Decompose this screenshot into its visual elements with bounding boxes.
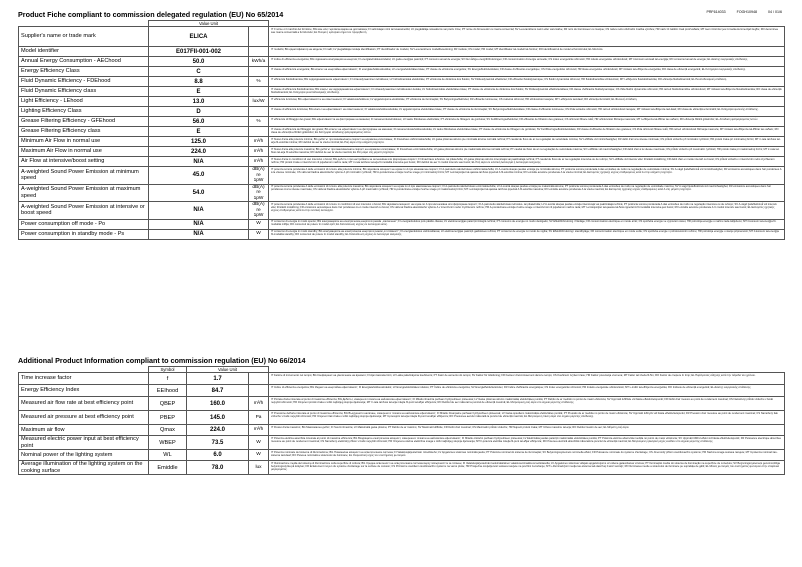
table-row	[19, 87, 785, 97]
row-value: 160.0	[187, 397, 249, 411]
table-row	[19, 117, 785, 127]
row-translations: IT indice di efficienza energetica; BG годишната консумация на енергия; FI energiatehokkuusindeksi; LV gada enerģijas patēriņš; PT consumo anual de energia; SV Den årliga energiförbrukningen; FR consommation d'énergie annuelle; CS index energetické účinnosti; HR indeks energetske učinkovitosti; MT il-konsum annwali tal-enerġija; RO consumul anual de energie; EL Δείκτης ενεργειακής απόδοσης.	[269, 57, 785, 67]
row-translations: IT classe di efficienza del filtraggio dei grassi; BG класът на ефективност на филтриране на мазнини; FI rasvanerotustehokkuusluokka; LV tauku filtrēšanas efektivitātes klase; PT classe de eficiência de filtragem de gorduras; SV Fettfiltreringseffektivitetsklass; FR classe d'efficacité de filtration des graisses; CS třída účinnosti filtrace tuků; HR razred učinkovitosti filtriranja masnoća; MT il-klassi tal-effiċjenza tal-iffiltrar tax-xaħam; RO clasa de eficiență a filtrării grăsimilor; EL Κατηγορία απόδοσης φιλτραρίσματος λιπών.	[269, 127, 785, 137]
value-unit-header: Value Unit	[149, 21, 269, 27]
row-translations: IT consumo di energia in modo spento; BG консумацията на електрическа енергия в режим „изключено“; FI energiankulutus pois päältä -tilassa; LV elektroenerģijas patēriņš izslēgtā režīmā; PT consumo de energia no modo desligado; SV Effektförbrukning i frånläge; FR consommation électrique en mode arrêt; CS spotřeba energie ve vypnutém stavu; HR potrošnja energije u načinu rada isključeno; MT il-konsum tal-enerġija fil-modalità mitfija; RO consumul de putere în modul oprit; EL Κατανάλωση ισχύος σε λειτουργία εκτός.	[269, 219, 785, 229]
row-unit: dB(A) re 1pW	[249, 167, 269, 185]
row-label: Grease Filtering Efficiency - GFEhood	[19, 117, 149, 127]
row-value: E017FII-001-002	[149, 47, 249, 57]
row-label: Measured air flow rate at best efficiency point	[19, 397, 149, 411]
table-row	[19, 202, 785, 220]
row-unit	[249, 47, 269, 57]
row-translations: IT Flusso d'aria massimo; BG Максимален дебит; FI Suurin ilmavirta; LV Maksimālā gaisa plūsma; PT Débito de ar máximo; SV Maximalt luftflöde; FR Débit d'air maximal; CS Maximální průtok vzduchu; HR Najveći protok zraka; MT Il-fluss massimu tal-arja; RO Debitul maxim de aer; EL Μέγιστη ροή αέρα.	[269, 425, 785, 436]
row-unit	[249, 127, 269, 137]
row-label: Energy Efficiency Class	[19, 67, 149, 77]
row-value: 125.0	[149, 137, 249, 147]
additional-info-table	[18, 366, 785, 475]
row-unit: dB(A) re 1pW	[249, 202, 269, 220]
row-value: N/A	[149, 229, 249, 239]
row-translations: IT flusso d'aria alla potenza massima; BG дебитът при максималната скорост на нормално използване; FI ilmavirtaus enimmäisteholla; LV gaisa plūsmas ātrums pie maksimālā ātruma normālā režīmā; PT caudal de fluxo de ar na regulação de velocidade máxima; SV Luftflöde vid maximihastighet; FR débit d'air à la vitesse maximale; CS průtok vzduchu při maximální rychlosti; HR protok zraka pri maksimalnoj brzini; MT ir-rata tal-fluss tal-arja fil-veloċità massima; RO debitul de aer la viteza maximă; EL Ροή αέρα στη μέγιστη ταχύτητα.	[269, 147, 785, 157]
row-unit: dB(A) re 1pW	[249, 184, 269, 202]
row-unit: W	[249, 219, 269, 229]
row-value: N/A	[149, 219, 249, 229]
row-translations: IT Indice di efficienza energetica; BG Индекс на енергийна ефективност; FI Energiatehokkuusindeksi; LV Energoefektivitātes indekss; PT Índice de eficiência energética; SV Energieffektivitetsindex; FR Indice d'efficacité énergétique; CS Index energetické účinnosti; HR Indeks energetske učinkovitosti; MT L-indiċi tal-effiċjenza enerġetika; RO Indicele de eficiență energetică; EL Δείκτης ενεργειακής απόδοσης.	[269, 385, 785, 397]
row-value: 224.0	[149, 147, 249, 157]
row-label: Measured air pressure at best efficiency point	[19, 411, 149, 425]
row-symbol: EEIhood	[149, 385, 187, 397]
row-translations: IT Potenza nominale del sistema di illuminazione; BG Номинална мощност на осветителната система; FI Valaistusjärjestelmän nimellisteho; LV Apgaismes sistēmas nominālā jauda; PT Potência nominal do sistema de iluminação; SV Belysningssystemets nominella effekt; FR Puissance nominale du système d'éclairage; CS Jmenovitý příkon osvětlovacího systému; HR Nazivna snaga sustava rasvjete; MT Il-potenza nominali tas-sistema tad-dawl; RO Puterea nominală a sistemului de iluminare; EL Ονομαστική ισχύς του συστήματος φωτισμού.	[269, 450, 785, 461]
row-translations: IT efficienza fluidodinamica; BG хидродинамичната ефективност; FI virtausdynaaminen tehokkuus; LV hidrodinamiskā efektivitāte; PT eficiência de dinâmica dos fluidos; SV Flödesdynamisk effektivitet; FR efficacité fluidodynamique; CS fluidní dynamická účinnost; HR fluidodinamička učinkovitost; MT l-effiċjenza fluwidodinamika; RO eficiența fluidodinamică; EL Ρευστοδυναμική απόδοση.	[269, 77, 785, 87]
row-unit: W	[249, 229, 269, 239]
row-unit: W	[249, 436, 269, 450]
row-translations: IT Pressione dell'aria misurata al punto di massima efficienza; BG Въздушното налягане, измерено в точката на най-висока ефективност; FI Mitattu ilmanpaine parhaan hyötysuhteen pisteessä; LV Gaisa spiediens maksimālās efektivitātes punktā; PT Pressão de ar medida no ponto de maior eficiência; SV Uppmätt lufttryck vid bästa effektivitetspunkt; FR Pression d'air mesurée au point de rendement maximal; CS Naměřený tlak vzduchu v bodě nejvyšší účinnosti; HR Izmjereni tlak zraka u točki najboljeg stupnja djelovanja; MT Il-pressjoni tal-arja mkejla fil-punt tal-aħjar effiċjenza; RO Presiunea aerului măsurată la punctul de eficiență maximă; EL Μετρούμενη πίεση αέρα στο σημείο μέγιστης απόδοσης.	[269, 411, 785, 425]
row-label: Power consumption in standby mode - Ps	[19, 229, 149, 239]
table-row	[19, 77, 785, 87]
section-title-additional-info: Additional Product Information compliant to commission regulation (EU) No 66/2014	[18, 356, 306, 365]
row-unit: %	[249, 117, 269, 127]
row-unit: lux	[249, 461, 269, 475]
row-unit: W	[249, 450, 269, 461]
row-translations: IT classe di efficienza fluidodinamica; BG класът на хидродинамична ефективност; FI virtausdynaamisen tehokkuuden luokka; LV hidrodinamiskās efektivitātes klase; PT classe de eficiência de dinâmica dos fluidos; SV Flödesdynamisk effektivitetsklass; FR classe d'efficacité fluidodynamique; CS třída fluidní dynamické účinnosti; HR razred fluidodinamičke učinkovitosti; MT il-klassi tal-effiċjenza fluwidodinamika; RO clasa de eficiență fluidodinamică; EL Κατηγορία ρευστοδυναμικής απόδοσης.	[269, 87, 785, 97]
row-label: Grease Filtering Efficiency class	[19, 127, 149, 137]
table-row	[19, 47, 785, 57]
row-unit: lux/W	[249, 97, 269, 107]
row-unit	[249, 27, 269, 47]
row-unit: m³/h	[249, 157, 269, 167]
row-label: Fluid Dynamic Efficiency - FDEhood	[19, 77, 149, 87]
row-label: Average illumination of the lighting system on the cooking surface	[19, 461, 149, 475]
row-symbol: Qmax	[149, 425, 187, 436]
row-label: Maximum Air Flow in normal use	[19, 147, 149, 157]
row-label: Time increase factor	[19, 373, 149, 385]
row-translations: IT efficienza di filtraggio dei grassi; BG ефективността на филтриране на мазнини; FI rasvanerotustehokkuus; LV tauku filtrēšanas efektivitāte; PT eficiência de filtragem de gorduras; SV Fettfiltreringseffektivitet; FR efficacité de filtration des graisses; CS účinnost filtrace tuků; HR učinkovitost filtriranja masnoća; MT l-effiċjenza tal-iffiltrar tax-xaħam; RO eficiența filtrării grăsimilor; EL Απόδοση φιλτραρίσματος λιπών.	[269, 117, 785, 127]
row-value: E	[149, 87, 249, 97]
row-symbol: f	[149, 373, 187, 385]
row-translations: IT consumo di energia in modo standby; BG консумацията на електрическа енергия в режим „в готовност“; FI energiankulutus valmiustilassa; LV elektroenerģijas patēriņš gaidstāves režīmā; PT consumo de energia no modo de vigília; SV Effektförbrukning i standbyläge; FR consommation électrique en mode veille; CS spotřeba energie v pohotovostním režimu; HR potrošnja energije u stanju pripravnosti; MT il-konsum tal-enerġija fil-modalità standby; RO consumul de putere în modul standby; EL Κατανάλωση ισχύος σε λειτουργία αναμονής.	[269, 229, 785, 239]
doc-code-2: FOGH10948	[736, 10, 757, 14]
table-row	[19, 436, 785, 450]
table-row	[19, 229, 785, 239]
row-value: 56.0	[149, 117, 249, 127]
table-row	[19, 167, 785, 185]
table-row	[19, 67, 785, 77]
row-label: Fluid Dynamic Efficiency class	[19, 87, 149, 97]
row-translations: IT potenza sonora ponderata A delle emissioni di rumore alla potenza minima; BG звуковата мощност на шума по A при минимална скорост; FI A-painotettu äänitehotaso vähimmäisteholla; LV A-svērtā skaņas jaudas emisija pie minimālā ātruma; PT potência sonora ponderada A das emissões de ruído na regulação de velocidade mínima; SV A-vägd ljudeffektnivå vid minimihastighet; FR émissions acoustiques dans l'air pondérées A à la vitesse minimale; CS vážená hladina akustického výkonu A při minimální rychlosti; HR A-ponderirana emisija zvučne snage pri minimalnoj brzini; MT l-emissjonijiet tal-qawwa tal-ħoss ippeżati A fil-veloċità minima; RO emisiile acustice ponderate A la viteza minimă; EL Εκπομπές ηχητικής ισχύος σταθμισμένες κατά Α στην ελάχιστη ταχύτητα.	[269, 167, 785, 185]
row-unit	[249, 385, 269, 397]
product-fiche-table	[18, 20, 785, 240]
row-value: 1.7	[187, 373, 249, 385]
row-label: Air Flow at intensive/boost setting	[19, 157, 149, 167]
row-value: D	[149, 107, 249, 117]
row-label: Energy Efficiency Index	[19, 385, 149, 397]
row-value: 73.5	[187, 436, 249, 450]
table-row	[19, 107, 785, 117]
row-label: Measured electric power input at best efficiency point	[19, 436, 149, 450]
row-translations: IT classe di efficienza energetica; BG класът на енергийна ефективност; FI energiatehokkuusluokka; LV energoefektivitātes klase; PT classe de eficiência energética; SV Energieffektivitetsklass; FR classe d'efficacité énergétique; CS třída energetické účinnosti; HR klasa energetske učinkovitosti; MT il-klassi tal-effiċjenza enerġetika; RO clasa de eficiență energetică; EL Κατηγορία ενεργειακής απόδοσης.	[269, 67, 785, 77]
row-unit	[249, 107, 269, 117]
table-row	[19, 97, 785, 107]
row-unit	[249, 373, 269, 385]
row-label: Lighting Efficiency Class	[19, 107, 149, 117]
row-value: N/A	[149, 202, 249, 220]
row-label: Maximum air flow	[19, 425, 149, 436]
row-translations: IT Illuminazione media del sistema di illuminazione sulla superficie di cottura; BG Средна осветеност на осветителната система върху повърхността за готвене; FI Valaistusjärjestelmän keskimääräinen valaistusvoimakkuus keittotasolla; LV Apgaismes sistēmas vidējais apgaismojums uz ēdiena gatavošanas virsmas; PT Iluminação média do sistema de iluminação na superfície de cozedura; SV Belysningssystemets genomsnittliga belysningsstyrka på kokytan; FR Éclairement moyen du système d'éclairage sur la surface de cuisson; CS Průměrné osvětlení osvětlovacího systému na varné ploše; HR Prosječna osvijetljenost sustava rasvjete na površini za kuhanje; MT L-illuminazzjoni medja tas-sistema tad-dawl fuq il-wiċċ tat-tisjir; RO Iluminarea medie a sistemului de iluminare pe suprafața de gătit; EL Μέσος φωτισμός του συστήματος φωτισμού στην επιφάνεια μαγειρέματος.	[269, 461, 785, 475]
row-unit: m³/h	[249, 147, 269, 157]
row-label: A-weighted Sound Power Emission at maximum speed	[19, 184, 149, 202]
row-value: 8.8	[149, 77, 249, 87]
row-label: Nominal power of the lighting system	[19, 450, 149, 461]
row-value: 50.0	[149, 57, 249, 67]
row-translations: IT flusso d'aria alla potenza minima; BG дебитът при минималната скорост на нормална използване; FI ilmavirtaus vähimmäisteholla; LV gaisa plūsmas ātrums pie minimālā ātruma normālā režīmā; PT caudal de fluxo de ar na regulação de velocidade mínima; SV Luftflöde vid minimihastighet; FR débit d'air à la vitesse minimale; CS průtok vzduchu při minimální rychlosti; HR protok zraka pri minimalnoj brzini; MT ir-rata tal-fluss tal-arja fil-veloċità minima; RO debitul de aer la viteza minimă; EL Ροή αέρα στην ελάχιστη ταχύτητα.	[269, 137, 785, 147]
table-row	[19, 219, 785, 229]
row-value: 13.0	[149, 97, 249, 107]
table-row	[19, 397, 785, 411]
row-value: 54.0	[149, 184, 249, 202]
row-symbol: Emiddle	[149, 461, 187, 475]
row-label: Model identifier	[19, 47, 149, 57]
row-value: 145.0	[187, 411, 249, 425]
table-row	[19, 425, 785, 436]
row-translations: IT flusso d'aria in condizioni di uso intensivo o boost; BG дебитът при настройката за интензивна или форсирана скорост; FI ilmavirtaus tehostus- tai pikateholla; LV gaisa plūsmas ātrums intensīvajā vai paātrinātajā režīmā; PT caudal de fluxo de ar na regulação intensiva ou de reforço; SV Luftflöde vid intensiv eller förstärkt inställning; FR débit d'air en mode intensif ou boost; CS průtok vzduchu v intenzivním nebo zrychleném režimu; HR protok zraka u intenzivnom ili pojačanom načinu rada; MT ir-rata tal-fluss tal-arja fil-modalità intensiva jew boost; RO debitul de aer în modul intensiv sau boost; EL Ροή αέρα σε εντατική λειτουργία ή λειτουργία ενίσχυσης.	[269, 157, 785, 167]
row-label: A-weighted Sound Power Emission at minimum speed	[19, 167, 149, 185]
row-value: ELICA	[149, 27, 249, 47]
row-symbol: WL	[149, 450, 187, 461]
value-unit-header: Value Unit	[187, 367, 269, 373]
row-value: 45.0	[149, 167, 249, 185]
row-value: 224.0	[187, 425, 249, 436]
row-unit: m³/h	[249, 397, 269, 411]
row-value: N/A	[149, 157, 249, 167]
table-row	[19, 461, 785, 475]
document-codes	[696, 10, 782, 14]
row-unit: %	[249, 77, 269, 87]
table-row	[19, 385, 785, 397]
table-row	[19, 450, 785, 461]
row-translations: IT potenza sonora ponderata A delle emissioni di rumore alla potenza massima; BG звуковата мощност на шума по A при максимална скорост; FI A-painotettu äänitehotaso enimmäisteholla; LV A-svērtā skaņas jaudas emisija pie maksimālā ātruma; PT potência sonora ponderada A das emissões de ruído na regulação de velocidade máxima; SV A-vägd ljudeffektnivå vid maximihastighet; FR émissions acoustiques dans l'air pondérées A à la vitesse maximale; CS vážená hladina akustického výkonu A při maximální rychlosti; HR A-ponderirana emisija zvučne snage pri maksimalnoj brzini; MT l-emissjonijiet tal-qawwa tal-ħoss ippeżati A fil-veloċità massima; RO emisiile acustice ponderate A la viteza maximă; EL Εκπομπές ηχητικής ισχύος σταθμισμένες κατά Α στη μέγιστη ταχύτητα.	[269, 184, 785, 202]
row-translations: IT Fattore di incremento nel tempo; BG Коефициент на увеличение на времето; FI Ajan kasvukerroin; LV Laika palielinājuma koeficients; PT Fator de aumento do tempo; SV Faktor för tidsökning; FR Facteur d'accroissement dans le temps; CS Koeficient zvýšení času; HR Faktor povećanja vremena; MT Fattur taż-żieda fil-ħin; RO Factor de creștere în timp; EL Παράγοντας αύξησης κατά την πάροδο του χρόνου.	[269, 373, 785, 385]
row-unit: m³/h	[249, 137, 269, 147]
row-translations: IT modello; BG идентификатор на модела; FI malli; LV piegādātāja modeļa identifikators; PT identificador de modelo; SV Leverantörens modellbeteckning; FR modèle; CS model; HR model; MT identifikatur tal-mudell tal-fornitur; RO identificatorul de model al furnizorului; EL Μοντέλο.	[269, 47, 785, 57]
table-row	[19, 127, 785, 137]
row-value: 84.7	[187, 385, 249, 397]
row-symbol: PBEP	[149, 411, 187, 425]
row-unit: Pa	[249, 411, 269, 425]
page-title: Product Fiche compliant to commission delegated regulation (EU) No 65/2014	[18, 10, 284, 19]
row-unit: kWh/a	[249, 57, 269, 67]
row-label: Light Efficiency - LEhood	[19, 97, 149, 107]
row-translations: IT Portata d'aria misurata al punto di massima efficienza; BG Дебитът, измерен в точката на най-висока ефективност; FI Mitattu ilmavirta parhaan hyötysuhteen pisteessä; LV Gaisa plūsmas ātrums maksimālās efektivitātes punktā; PT Débito de ar medido no ponto de maior eficiência; SV Uppmätt luftflöde vid bästa effektivitetspunkt; FR Débit d'air mesuré au point de rendement maximal; CS Naměřený průtok vzduchu v bodě nejvyšší účinnosti; HR Izmjereni protok zraka u točki najboljeg stupnja djelovanja; MT Ir-rata tal-fluss tal-arja mkejla fil-punt tal-aħjar effiċjenza; RO Debitul de aer măsurat la punctul de eficiență maximă; EL Μετρούμενη ροή αέρα στο σημείο μέγιστης απόδοσης.	[269, 397, 785, 411]
row-label: Minimum Air Flow in normal use	[19, 137, 149, 147]
row-value: C	[149, 67, 249, 77]
row-value: E	[149, 127, 249, 137]
table-row	[19, 373, 785, 385]
row-symbol: WBEP	[149, 436, 187, 450]
row-value: 78.0	[187, 461, 249, 475]
table-row	[19, 57, 785, 67]
row-translations: IT potenza sonora ponderata A delle emissioni di rumore in condizioni di uso intensivo o boost; BG звуковата мощност на шума по A при интензивна или форсирана скорост; FI A-painotettu äänitehotaso tehostus- tai pikateholla; LV A-svērtā skaņas jaudas emisija intensīvajā vai paātrinātajā režīmā; PT potência sonora ponderada A das emissões de ruído na regulação intensiva ou de reforço; SV A-vägd ljudeffektnivå vid intensiv eller förstärkt inställning; FR émissions acoustiques dans l'air pondérées A en mode intensif ou boost; CS vážená hladina akustického výkonu A v intenzivním nebo zrychleném režimu; HR A-ponderirana emisija zvučne snage u intenzivnom ili pojačanom načinu rada; MT l-emissjonijiet tal-qawwa tal-ħoss ippeżati A fil-modalità intensiva jew boost; RO emisiile acustice ponderate A în modul intensiv sau boost; EL Εκπομπές ηχητικής ισχύος σταθμισμένες κατά Α στην εντατική λειτουργία.	[269, 202, 785, 220]
row-unit	[249, 67, 269, 77]
row-translations: IT Il nome o il marchio del fornitore; BG име или търговска марка на доставчика; FI valmistajan nimi tai tavaramerkki; LV piegādātāja nosaukums vai preču zīme; PT nome do fornecedor ou marca comercial; SV Leverantörens namn eller varumärke; FR nom du fournisseur ou marque; CS název nebo obchodní značka výrobce; HR naziv ili zaštitni znak proizvođača; MT isem il-fornitur jew il-marka kummerċjali tiegħu; RO denumirea sau marca comercială a furnizorului; EL Όνομα ή εμπορικό σήμα του προμηθευτή.	[269, 27, 785, 47]
table-row	[19, 27, 785, 47]
row-translations: IT classe di efficienza luminosa; BG класът на ефективност на осветлението; FI valaistustehokkuusluokka; LV apgaismojuma efektivitātes klase; PT classe de eficiência de iluminação; SV Belysningseffektivitetsklass; FR classe d'efficacité lumineuse; CS třída světelné účinnosti; HR razred učinkovitosti rasvjete; MT il-klassi tal-effiċjenza tad-dawl; RO clasa de eficiență a iluminării; EL Κατηγορία φωτεινής απόδοσης.	[269, 107, 785, 117]
doc-code-3: 04 / 01/6	[768, 10, 782, 14]
row-label: Power consumption off mode - Po	[19, 219, 149, 229]
row-label: Supplier's name or trade mark	[19, 27, 149, 47]
symbol-header: Symbol	[149, 367, 187, 373]
table-row	[19, 411, 785, 425]
table-row	[19, 147, 785, 157]
row-unit: m³/h	[249, 425, 269, 436]
table-row	[19, 157, 785, 167]
row-label: Annual Energy Consumption - AEChood	[19, 57, 149, 67]
row-translations: IT Potenza elettrica assorbita misurata al punto di massima efficienza; BG Входящата електрическа мощност, измерена в точката на най-висока ефективност; FI Mitattu ottoteho parhaan hyötysuhteen pisteessä; LV Elektriskās jaudas patēriņš maksimālās efektivitātes punktā; PT Potência elétrica absorvida medida no ponto de maior eficiência; SV Uppmätt tillförd effekt vid bästa effektivitetspunkt; FR Puissance électrique absorbée mesurée au point de rendement maximal; CS Naměřený elektrický příkon v bodě nejvyšší účinnosti; HR Izmjerena ulazna električna snaga u točki najboljeg stupnja djelovanja; MT Il-potenza elettrika mkejla fil-punt tal-aħjar effiċjenza; RO Puterea electrică absorbită măsurată la punctul de eficiență maximă; EL Μετρούμενη ηλεκτρική ισχύς εισόδου στο σημείο μέγιστης απόδοσης.	[269, 436, 785, 450]
row-symbol: QBEP	[149, 397, 187, 411]
doc-code-1: PRF614033	[706, 10, 726, 14]
table-row	[19, 184, 785, 202]
row-translations: IT efficienza luminosa; BG ефективността на осветлението; FI valaistustehokkuus; LV apgaismojuma efektivitāte; PT eficiência de iluminação; SV Belysningseffektivitet; FR efficacité lumineuse; CS světelná účinnost; HR učinkovitost rasvjete; MT l-effiċjenza tad-dawl; RO eficiența iluminării; EL Φωτεινή απόδοση.	[269, 97, 785, 107]
row-value: 6.0	[187, 450, 249, 461]
table-row	[19, 137, 785, 147]
row-label: A-weighted Sound Power Emission at intensive or boost speed	[19, 202, 149, 220]
row-unit	[249, 87, 269, 97]
